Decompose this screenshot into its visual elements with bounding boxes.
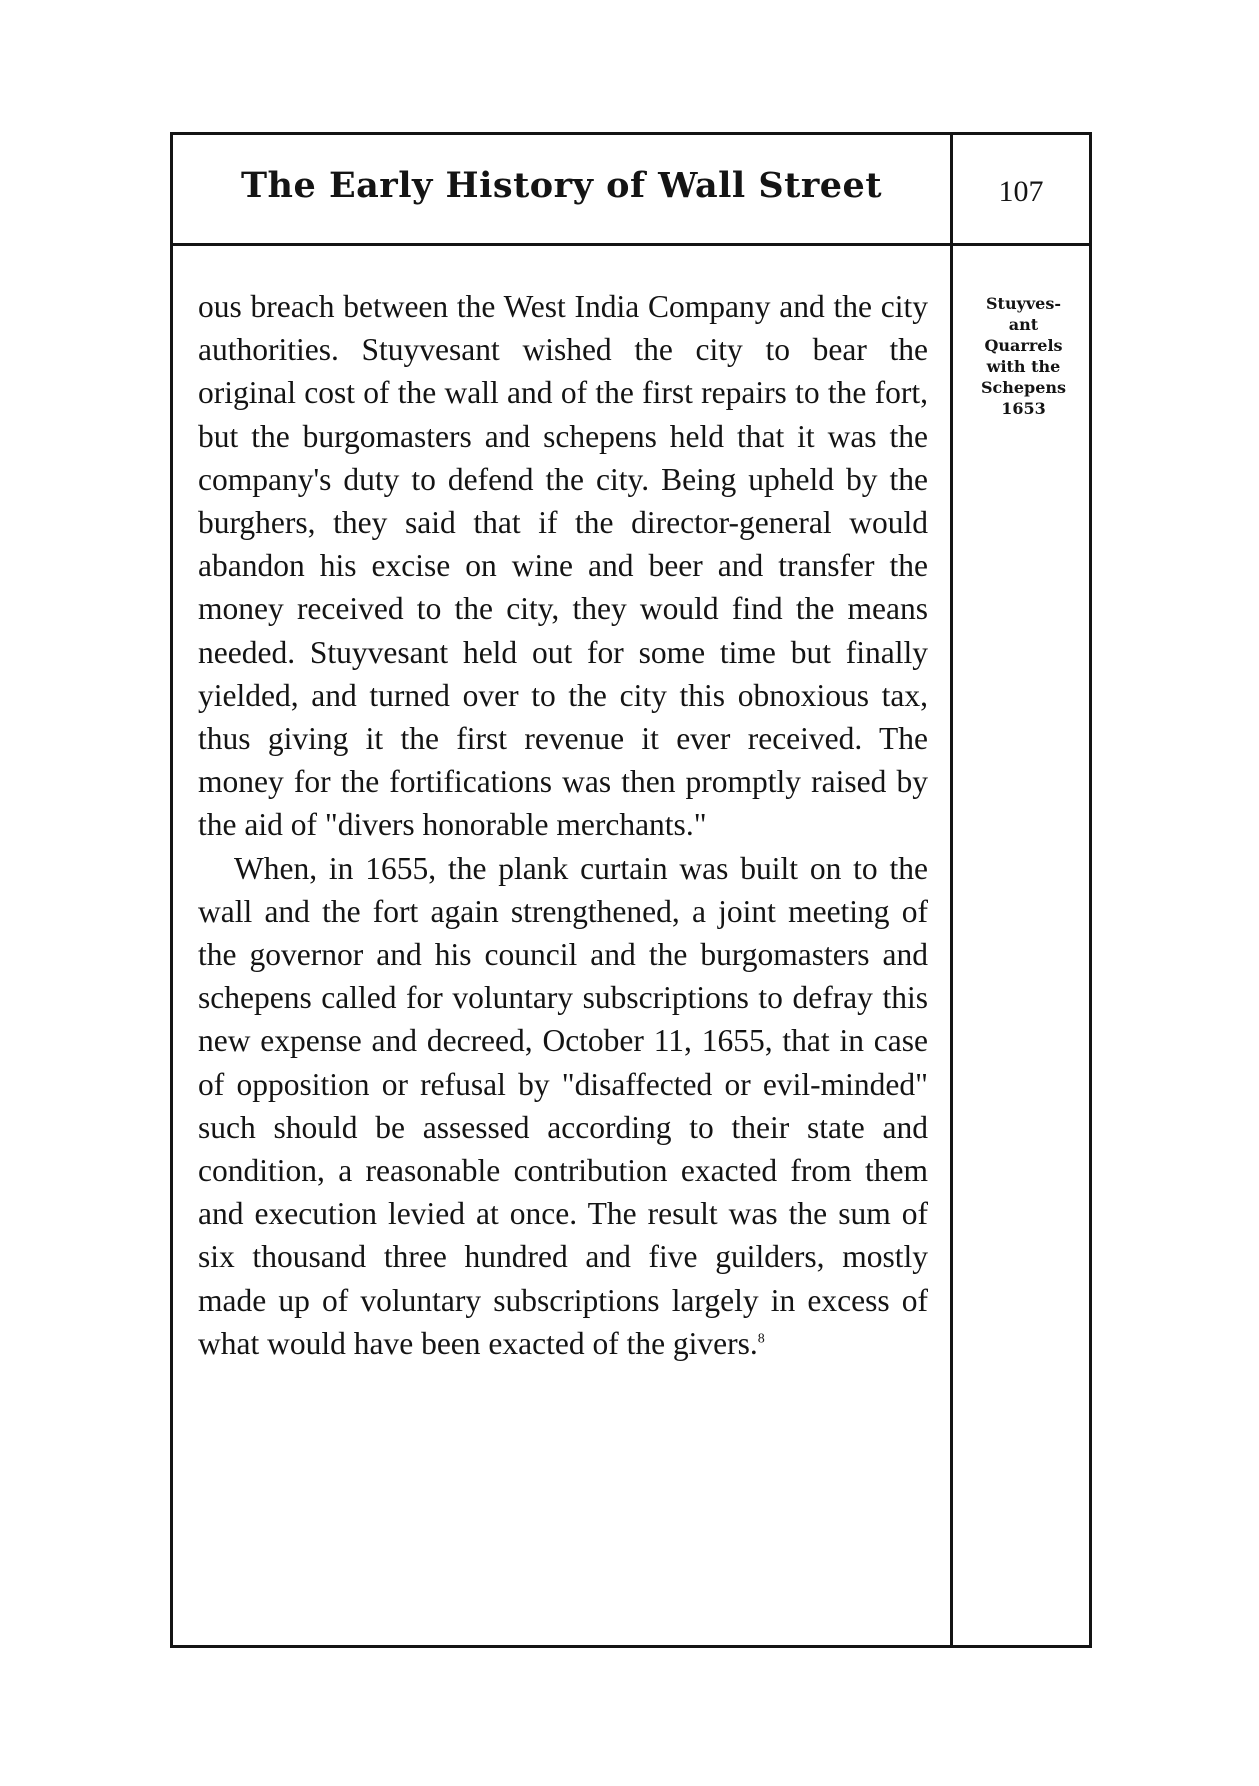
sidenote-line: ant xyxy=(1008,315,1039,334)
sidenote-line: 1653 xyxy=(1001,399,1046,418)
sidenote-line: Schepens xyxy=(980,378,1067,397)
running-title: The Early History of Wall Street xyxy=(241,165,882,206)
sidenote-line: Quarrels xyxy=(984,336,1063,355)
sidenote-line: with the xyxy=(986,357,1061,376)
page-number: 107 xyxy=(998,175,1044,208)
sidenote-line: Stuyves- xyxy=(986,294,1061,313)
margin-sidenote xyxy=(955,293,1092,419)
margin-column-rule xyxy=(950,135,953,1645)
paragraph-2-text: When, in 1655, the plank curtain was built on to the wall and the fort again strengthened, a joint meeting of the governor and his council and the burgomasters and schepens called for voluntary subscriptions to defray this new expense and decreed, October 11, 1655, that in case of opposition or refusal by "disaffected or evil-minded" such should be assessed according to their state and condition, a reasonable contribution exacted from them and execution levied at once. The result was the sum of six thousand three hundred and five guilders, mostly made up of voluntary subscriptions largely in excess of what would have been exacted of the givers. xyxy=(198,850,928,1361)
page-frame xyxy=(170,132,1092,1648)
paragraph-2 xyxy=(198,847,928,1365)
paragraph-1: ous breach between the West India Company and the city authorities. Stuyvesant wished the city to bear the original cost of the wall and of the first repairs to the fort, but the burgomasters and schepens held that it was the company's duty to defend the city. Being upheld by the burghers, they said that if the director-general would abandon his excise on wine and beer and transfer the money received to the city, they would find the means needed. Stuyvesant held out for some time but finally yielded, and turned over to the city this obnoxious tax, thus giving it the first revenue it ever received. The money for the fortifications was then promptly raised by the aid of "divers honorable merchants." xyxy=(198,289,928,843)
footnote-marker: 8 xyxy=(757,1331,765,1347)
body-text xyxy=(198,285,928,1365)
